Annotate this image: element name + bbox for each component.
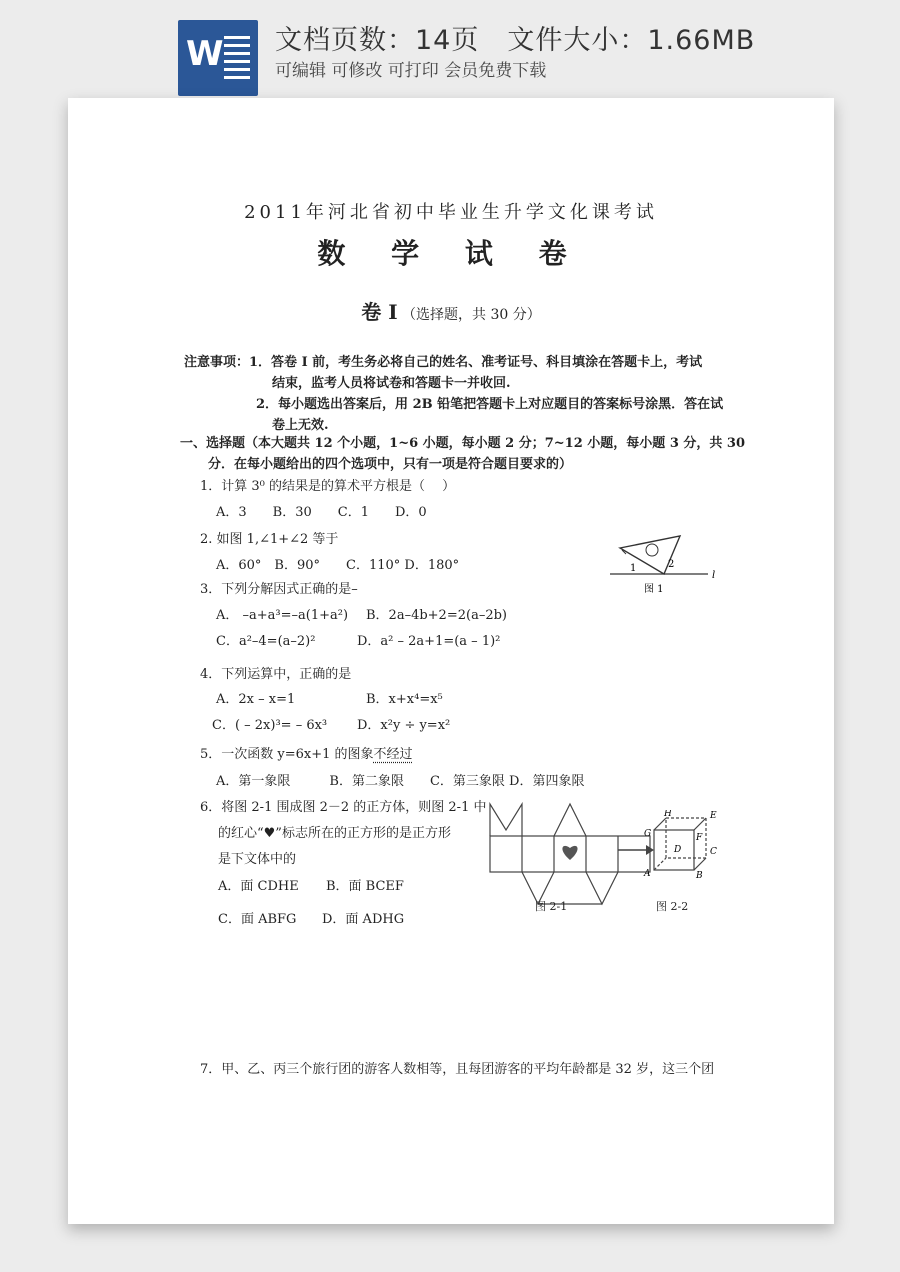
question-4-option-c: C．( – 2x)³= – 6x³ [212,718,328,733]
notice-line-2: 结束，监考人员将试卷和答题卡一并收回. [272,376,511,391]
word-document-icon [178,20,258,96]
cube-edge-3 [694,858,706,870]
section-label: 卷 I [361,300,398,324]
question-3-stem: 3．下列分解因式正确的是– [200,582,358,597]
notice-line-3: 2．每小题选出答案后，用 2B 铅笔把答题卡上对应题目的答案标号涂黑．答在试 [256,397,724,412]
figure-1-line-label: l [712,570,716,581]
figure-2-2-cube [642,810,722,880]
question-6-option-a: A．面 CDHE [218,879,299,894]
part1-instructions-2: 分．在每小题给出的四个选项中，只有一项是符合题目要求的） [208,457,573,472]
question-4-option-d: D．x²y ÷ y=x² [357,718,451,733]
notice-line-4: 卷上无效. [272,418,329,433]
cube-label-b: B [696,871,703,880]
cube-edge-4 [654,858,666,870]
question-6-line-1: 6．将图 2-1 围成图 2－2 的正方体，则图 2-1 中 [200,800,487,815]
section-heading [68,296,834,325]
question-5-stem [200,743,413,762]
net-bottom-triangle-2 [586,872,618,904]
question-6-option-d: D．面 ADHG [322,912,405,927]
figure-1-triangle-ruler [608,530,718,600]
question-6-line-3: 是下文体中的 [218,852,297,867]
cube-label-a: A [644,869,651,879]
figure-2-2-label: 图 2-2 [656,900,689,913]
word-icon-letter: W [186,34,224,74]
cube-label-g: G [644,829,652,839]
question-6-option-c: C．面 ABFG [218,912,297,927]
cube-label-h: H [664,810,672,819]
question-6-option-b: B．面 BCEF [326,879,404,894]
figure-1-angle-1: 1 [630,563,637,574]
question-1-stem: 1．计算 3⁰ 的结果是的算术平方根是（ ） [200,479,456,494]
exam-title: 2011年河北省初中毕业生升学文化课考试 [244,202,658,223]
question-7-stem: 7．甲、乙、丙三个旅行团的游客人数相等，且每团游客的平均年龄都是 32 岁，这三个团 [200,1062,715,1077]
file-info-title: 文档页数：14页 文件大小：1.66MB [275,25,756,56]
figure-1-angle-2: 2 [668,559,675,570]
question-4-option-b: B．x+x⁴=x⁵ [366,692,443,707]
word-icon-lines [224,36,250,84]
notice-line-1: 注意事项：1．答卷 I 前，考生务必将自己的姓名、准考证号、科目填涂在答题卡上，考试 [184,355,703,370]
net-top-triangle [554,804,586,836]
question-3-option-c: C．a²–4=(a–2)² [216,634,316,649]
cube-edge-1 [654,818,666,830]
cube-label-d: D [674,845,682,855]
question-3-option-a: A． –a+a³=–a(1+a²) [216,608,349,623]
figure-2-1-label: 图 2-1 [535,900,568,913]
file-features: 可编辑 可修改 可打印 会员免费下载 [275,61,547,81]
question-5-emphasis: 不经过 [373,747,413,762]
figure-1-circle [646,544,658,556]
question-3-option-b: B．2a–4b+2=2(a–2b) [366,608,507,623]
question-6-line-2: 的红心“♥”标志所在的正方形的是正方形 [218,826,451,841]
subject-title: 数 学 试 卷 [317,237,585,270]
figure-1-label: 图 1 [644,584,664,595]
section-note: （选择题，共 30 分） [402,307,541,323]
question-2-stem: 2. 如图 1,∠1+∠2 等于 [200,532,339,547]
question-4-stem: 4．下列运算中，正确的是 [200,667,352,682]
heart-icon [562,846,577,860]
part1-instructions-1: 一、选择题（本大题共 12 个小题，1~6 小题，每小题 2 分；7~12 小题，每小题 3 分，共 30 [180,436,746,451]
cube-label-e: E [710,811,717,821]
question-4-option-a: A．2x – x=1 [216,692,296,707]
cube-edge-2 [694,818,706,830]
exam-page [68,98,834,1224]
question-5-stem-text: 5．一次函数 y=6x+1 的图象 [200,747,374,762]
question-5-options: A．第一象限 B．第二象限 C．第三象限 D．第四象限 [216,774,585,789]
download-banner [0,0,900,100]
question-1-options: A．3 B．30 C．1 D．0 [216,505,427,520]
net-top-left-flap [490,804,522,836]
cube-label-f: F [696,833,703,843]
cube-label-c: C [710,847,717,857]
question-3-option-d: D．a² – 2a+1=(a – 1)² [357,634,501,649]
question-2-options: A．60° B．90° C．110° D．180° [216,558,460,573]
